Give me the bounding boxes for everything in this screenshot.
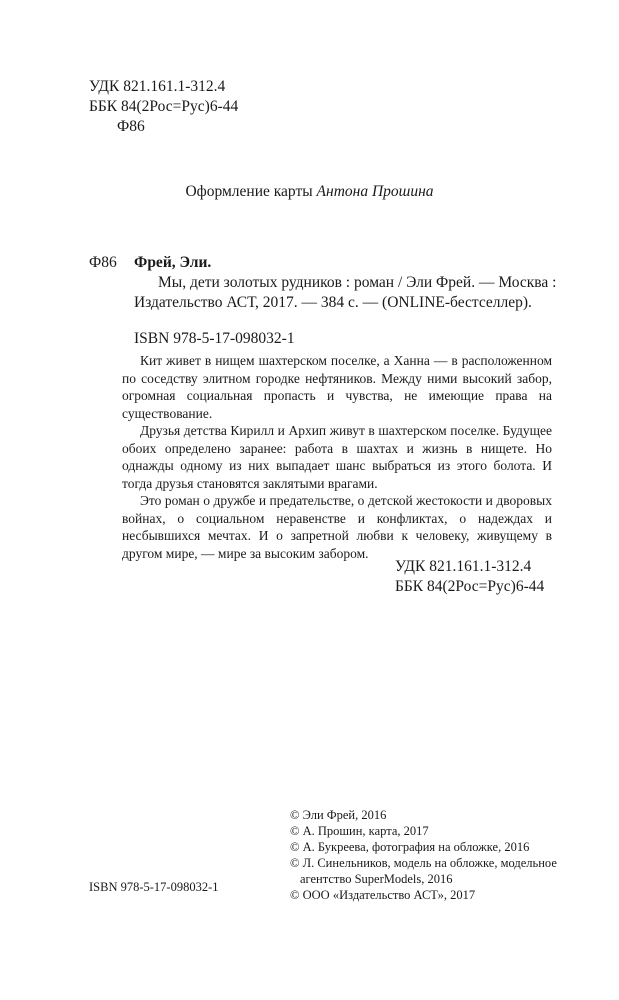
map-credit-prefix: Оформление карты bbox=[185, 183, 313, 200]
catalog-line-2: Издательство АСТ, 2017. — 384 с. — (ONLINE-бестселлер). bbox=[134, 294, 532, 311]
footer-isbn: ISBN 978-5-17-098032-1 bbox=[89, 880, 219, 894]
copyright-line: © А. Букреева, фотография на обложке, 2016 bbox=[290, 840, 530, 854]
copyright-line: © А. Прошин, карта, 2017 bbox=[290, 824, 429, 838]
copyright-line: © ООО «Издательство АСТ», 2017 bbox=[290, 888, 476, 902]
bottom-codes bbox=[395, 557, 544, 597]
udk-code-bottom: УДК 821.161.1-312.4 bbox=[395, 558, 532, 575]
catalog-line-1: Мы, дети золотых рудников : роман / Эли Фрей. — Москва : bbox=[158, 274, 557, 291]
map-credit-name: Антона Прошина bbox=[316, 183, 434, 200]
copyrights bbox=[290, 807, 562, 903]
copyright-line: © Л. Синельников, модель на обложке, модельное агентство SuperModels, 2016 bbox=[290, 856, 557, 886]
copyright-line: © Эли Фрей, 2016 bbox=[290, 808, 387, 822]
annotation-paragraph: Кит живет в нищем шахтерском поселке, а Ханна — в расположенном по соседству элитном городке нефтяников. Между ними высокий забор, огромная социальная пропасть и чувства, не имеющие права на существование. bbox=[122, 353, 552, 421]
catalog-entry bbox=[134, 253, 557, 349]
annotation-paragraph: Друзья детства Кирилл и Архип живут в шахтерском поселке. Будущее обоих определено заранее: работа в шахтах и жизнь в нищете. Но однажды одному из них выпадает шанс выбраться из этого болота. И тогда друзья становятся заклятыми врагами. bbox=[122, 423, 552, 491]
map-credit bbox=[0, 182, 619, 202]
top-codes bbox=[89, 77, 238, 137]
author-mark: Ф86 bbox=[117, 118, 145, 135]
catalog-author-mark: Ф86 bbox=[89, 254, 117, 271]
bbk-code: ББК 84(2Рос=Рус)6-44 bbox=[89, 98, 239, 115]
annotation-paragraph: Это роман о дружбе и предательстве, о детской жестокости и дворовых войнах, о социальном неравенстве и конфликтах, о надеждах и несбывшихся мечтах. И о запретной любви к человеку, живущему в другом мире, — мире за высоким забором. bbox=[122, 493, 552, 561]
catalog-author: Фрей, Эли. bbox=[134, 254, 212, 271]
udk-code: УДК 821.161.1-312.4 bbox=[89, 78, 226, 95]
catalog-isbn: ISBN 978-5-17-098032-1 bbox=[134, 330, 295, 347]
annotation bbox=[122, 352, 552, 562]
bbk-code-bottom: ББК 84(2Рос=Рус)6-44 bbox=[395, 578, 545, 595]
